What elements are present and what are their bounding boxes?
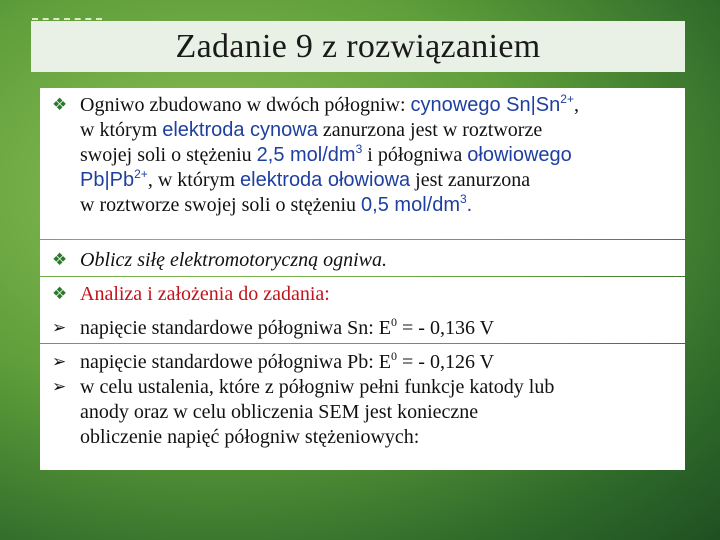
text-segment: , [573, 94, 579, 116]
text-segment: jest zanurzona [410, 169, 531, 191]
text-segment: w roztworze swojej soli o stężeniu [80, 194, 362, 216]
text-segment: ołowiowego [467, 144, 572, 166]
analysis-heading-text: Analiza i założenia do zadania: [80, 283, 330, 305]
analysis-item-pb [40, 350, 685, 375]
analysis-heading [40, 282, 685, 307]
text-segment: swojej soli o stężeniu [80, 144, 257, 166]
analysis-continued-panel [40, 344, 685, 470]
analysis-item-sn [40, 316, 685, 341]
diamond-bullet-icon: ❖ [52, 284, 68, 304]
text-segment: w którym [80, 119, 163, 141]
task-line [40, 248, 685, 273]
decorative-dash-line [32, 18, 102, 20]
title-bar [31, 21, 685, 72]
superscript: 2+ [560, 92, 574, 106]
slide-title: Zadanie 9 z rozwiązaniem [175, 27, 541, 65]
text-segment: Ogniwo zbudowano w dwóch półogniw: [80, 94, 411, 116]
superscript: 3 [459, 192, 467, 206]
problem-line-3 [40, 143, 685, 168]
diamond-bullet-icon: ❖ [52, 95, 68, 115]
superscript: 0 [391, 315, 398, 329]
text-segment: i półogniwa [362, 144, 468, 166]
analysis-item-electrodes-line3 [40, 425, 685, 450]
arrow-bullet-icon: ➢ [52, 352, 67, 372]
analysis-item-electrodes [40, 375, 685, 400]
text-segment: 0,5 mol/dm [361, 194, 460, 216]
text-segment: elektroda cynowa [162, 119, 318, 141]
text-segment: cynowego Sn|Sn [410, 94, 561, 116]
text-segment: napięcie standardowe półogniwa Sn: E [80, 317, 392, 339]
superscript: 2+ [134, 167, 148, 181]
task-panel [40, 240, 685, 276]
text-segment: 2,5 mol/dm [256, 144, 356, 166]
problem-line-5 [40, 193, 685, 218]
analysis-item-electrodes-line2 [40, 400, 685, 425]
arrow-bullet-icon: ➢ [52, 377, 67, 397]
text-segment: anody oraz w celu obliczenia SEM jest konieczne [80, 401, 479, 423]
superscript: 3 [355, 142, 363, 156]
problem-line-2 [40, 118, 685, 143]
problem-line-4 [40, 168, 685, 193]
text-segment: w celu ustalenia, które z półogniw pełni funkcje katody lub [80, 376, 555, 398]
text-segment: , w którym [147, 169, 241, 191]
text-segment: elektroda ołowiowa [240, 169, 411, 191]
text-segment: napięcie standardowe półogniwa Pb: E [80, 351, 392, 373]
diamond-bullet-icon: ❖ [52, 250, 68, 270]
text-segment: . [466, 194, 473, 216]
task-text: Oblicz siłę elektromotoryczną ogniwa. [80, 249, 387, 271]
arrow-bullet-icon: ➢ [52, 318, 67, 338]
text-segment: zanurzona jest w roztworze [317, 119, 543, 141]
problem-statement-panel [40, 88, 685, 239]
text-segment: = - 0,126 V [397, 351, 495, 373]
analysis-panel [40, 277, 685, 343]
text-segment: Pb|Pb [80, 169, 135, 191]
problem-line-1 [40, 93, 685, 118]
text-segment: = - 0,136 V [397, 317, 495, 339]
superscript: 0 [391, 349, 398, 363]
text-segment: obliczenie napięć półogniw stężeniowych: [80, 426, 420, 448]
